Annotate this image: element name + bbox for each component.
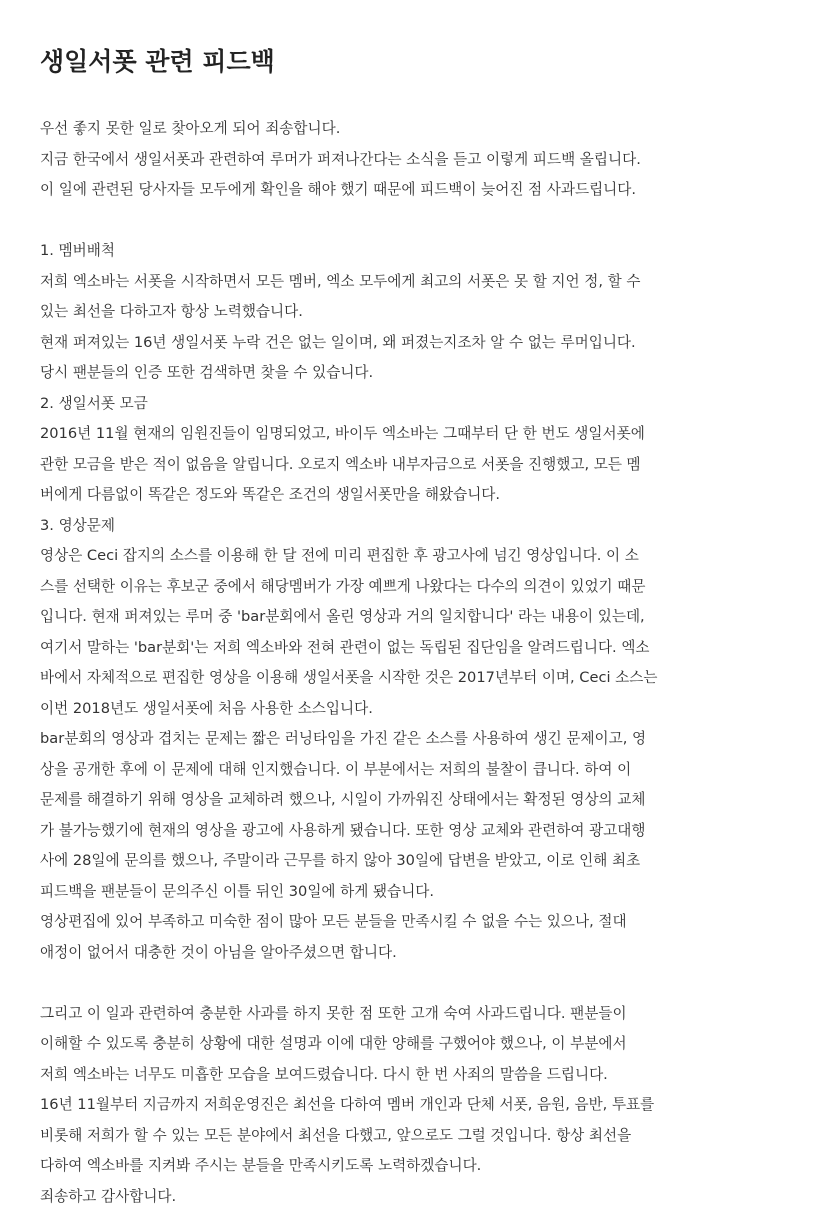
document-body (40, 114, 812, 1212)
body-text-line: 이 일에 관련된 당사자들 모두에게 확인을 해야 했기 때문에 피드백이 늦어진 점 사과드립니다. (40, 175, 812, 206)
body-text-line: 다하여 엑소바를 지켜봐 주시는 분들을 만족시키도록 노력하겠습니다. (40, 1151, 812, 1182)
body-text-line: 1. 멤버배척 (40, 236, 812, 267)
body-text-line: 있는 최선을 다하고자 항상 노력했습니다. (40, 297, 812, 328)
body-text-line: 스를 선택한 이유는 후보군 중에서 해당멤버가 가장 예쁘게 나왔다는 다수의 의견이 있었기 때문 (40, 572, 812, 603)
body-text-line: 이해할 수 있도록 충분히 상황에 대한 설명과 이에 대한 양해를 구했어야 했으나, 이 부분에서 (40, 1029, 812, 1060)
body-text-line: 2. 생일서폿 모금 (40, 389, 812, 420)
body-text-line: 사에 28일에 문의를 했으나, 주말이라 근무를 하지 않아 30일에 답변을 받았고, 이로 인해 최초 (40, 846, 812, 877)
body-text-line: 입니다. 현재 퍼져있는 루머 중 'bar분회에서 올린 영상과 거의 일치합니다' 라는 내용이 있는데, (40, 602, 812, 633)
body-text-line: 상을 공개한 후에 이 문제에 대해 인지했습니다. 이 부분에서는 저희의 불찰이 큽니다. 하여 이 (40, 755, 812, 786)
body-text-line: 현재 퍼져있는 16년 생일서폿 누락 건은 없는 일이며, 왜 퍼졌는지조차 알 수 없는 루머입니다. (40, 328, 812, 359)
body-text-line: 죄송하고 감사합니다. (40, 1182, 812, 1212)
blank-line (40, 206, 812, 237)
body-text-line: 지금 한국에서 생일서폿과 관련하여 루머가 퍼져나간다는 소식을 듣고 이렇게 피드백 올립니다. (40, 145, 812, 176)
blank-line (40, 968, 812, 999)
body-text-line: 관한 모금을 받은 적이 없음을 알립니다. 오로지 엑소바 내부자금으로 서폿을 진행했고, 모든 멤 (40, 450, 812, 481)
body-text-line: 애정이 없어서 대충한 것이 아님을 알아주셨으면 합니다. (40, 938, 812, 969)
body-text-line: 피드백을 팬분들이 문의주신 이틀 뒤인 30일에 하게 됐습니다. (40, 877, 812, 908)
body-text-line: 여기서 말하는 'bar분회'는 저희 엑소바와 전혀 관련이 없는 독립된 집단임을 알려드립니다. 엑소 (40, 633, 812, 664)
document-title: 생일서폿 관련 피드백 (40, 44, 275, 80)
body-text-line: 가 불가능했기에 현재의 영상을 광고에 사용하게 됐습니다. 또한 영상 교체와 관련하여 광고대행 (40, 816, 812, 847)
body-text-line: 영상편집에 있어 부족하고 미숙한 점이 많아 모든 분들을 만족시킬 수 없을 수는 있으나, 절대 (40, 907, 812, 938)
body-text-line: 당시 팬분들의 인증 또한 검색하면 찾을 수 있습니다. (40, 358, 812, 389)
body-text-line: bar분회의 영상과 겹치는 문제는 짧은 러닝타임을 가진 같은 소스를 사용하여 생긴 문제이고, 영 (40, 724, 812, 755)
body-text-line: 저희 엑소바는 서폿을 시작하면서 모든 멤버, 엑소 모두에게 최고의 서폿은 못 할 지언 정, 할 수 (40, 267, 812, 298)
body-text-line: 문제를 해결하기 위해 영상을 교체하려 했으나, 시일이 가까워진 상태에서는 확정된 영상의 교체 (40, 785, 812, 816)
body-text-line: 이번 2018년도 생일서폿에 처음 사용한 소스입니다. (40, 694, 812, 725)
body-text-line: 버에게 다름없이 똑같은 정도와 똑같은 조건의 생일서폿만을 해왔습니다. (40, 480, 812, 511)
body-text-line: 3. 영상문제 (40, 511, 812, 542)
body-text-line: 저희 엑소바는 너무도 미흡한 모습을 보여드렸습니다. 다시 한 번 사죄의 말씀을 드립니다. (40, 1060, 812, 1091)
body-text-line: 그리고 이 일과 관련하여 충분한 사과를 하지 못한 점 또한 고개 숙여 사과드립니다. 팬분들이 (40, 999, 812, 1030)
body-text-line: 비롯해 저희가 할 수 있는 모든 분야에서 최선을 다했고, 앞으로도 그럴 것입니다. 항상 최선을 (40, 1121, 812, 1152)
body-text-line: 바에서 자체적으로 편집한 영상을 이용해 생일서폿을 시작한 것은 2017년부터 이며, Ceci 소스는 (40, 663, 812, 694)
body-text-line: 16년 11월부터 지금까지 저희운영진은 최선을 다하여 멤버 개인과 단체 서폿, 음원, 음반, 투표를 (40, 1090, 812, 1121)
body-text-line: 우선 좋지 못한 일로 찾아오게 되어 죄송합니다. (40, 114, 812, 145)
body-text-line: 영상은 Ceci 잡지의 소스를 이용해 한 달 전에 미리 편집한 후 광고사에 넘긴 영상입니다. 이 소 (40, 541, 812, 572)
body-text-line: 2016년 11월 현재의 임원진들이 임명되었고, 바이두 엑소바는 그때부터 단 한 번도 생일서폿에 (40, 419, 812, 450)
